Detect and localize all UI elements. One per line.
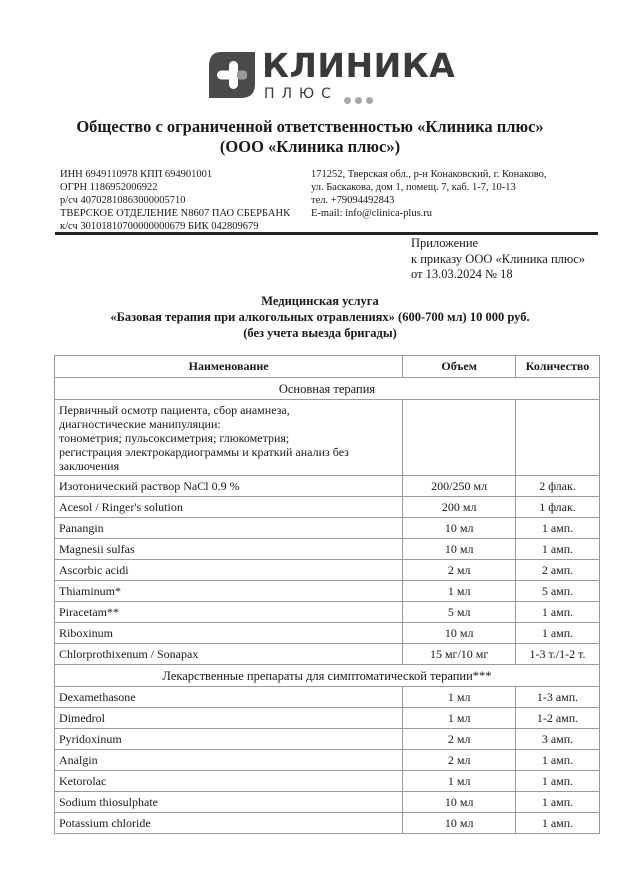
table-row (55, 644, 600, 665)
section-title: Лекарственные препараты для симптоматической терапии*** (55, 665, 600, 687)
item-name: Ascorbic acidi (55, 560, 403, 581)
item-name: Dimedrol (55, 708, 403, 729)
section-row (55, 378, 600, 400)
table-row (55, 771, 600, 792)
item-quantity: 3 амп. (516, 729, 600, 750)
service-title-price: «Базовая терапия при алкогольных отравлениях» (600-700 мл) 10 000 руб. (110, 310, 530, 324)
column-header-volume: Объем (403, 356, 516, 378)
address-line: ул. Баскакова, дом 1, помещ. 7, каб. 1-7, 10-13 (311, 182, 516, 193)
table-row (55, 729, 600, 750)
intro-line: тонометрия; пульсоксиметрия; глюкометрия; (59, 431, 290, 445)
plus-leaf-icon (207, 50, 257, 100)
logo-wordmark: КЛИНИКА (262, 46, 456, 85)
item-name: Panangin (55, 518, 403, 539)
item-volume: 10 мл (403, 518, 516, 539)
item-volume: 2 мл (403, 729, 516, 750)
table-row (55, 497, 600, 518)
address-line: 171252, Тверская обл., р-н Конаковский, г. Конаково, (311, 169, 547, 180)
appendix-line: от 13.03.2024 № 18 (411, 267, 513, 281)
contact-requisites (311, 168, 547, 220)
intro-cell (55, 400, 403, 476)
item-quantity: 1 амп. (516, 518, 600, 539)
item-volume: 1 мл (403, 708, 516, 729)
item-quantity: 1 амп. (516, 539, 600, 560)
item-volume: 2 мл (403, 750, 516, 771)
intro-line: диагностические манипуляции: (59, 417, 221, 431)
item-name: Sodium thiosulphate (55, 792, 403, 813)
clinic-logo (207, 46, 456, 105)
bank-requisites (60, 168, 290, 233)
intro-line: регистрация электрокардиограммы и краткий анализ без (59, 445, 349, 459)
item-name: Dexamethasone (55, 687, 403, 708)
item-name: Analgin (55, 750, 403, 771)
item-quantity: 1-3 амп. (516, 687, 600, 708)
requisite-line: ОГРН 1186952006922 (60, 182, 158, 193)
table-row (55, 400, 600, 476)
service-note: (без учета выезда бригады) (243, 326, 397, 340)
table-row (55, 708, 600, 729)
quantity-cell (516, 400, 600, 476)
items-table (54, 355, 600, 834)
item-volume: 10 мл (403, 813, 516, 834)
org-short-name: (ООО «Клиника плюс») (219, 137, 401, 156)
item-volume: 2 мл (403, 560, 516, 581)
item-quantity: 1 амп. (516, 792, 600, 813)
appendix-note (411, 236, 585, 283)
item-name: Ketorolac (55, 771, 403, 792)
item-name: Piracetam** (55, 602, 403, 623)
item-quantity: 1 амп. (516, 750, 600, 771)
item-name: Magnesii sulfas (55, 539, 403, 560)
item-volume: 5 мл (403, 602, 516, 623)
appendix-line: к приказу ООО «Клиника плюс» (411, 251, 586, 266)
item-volume: 10 мл (403, 539, 516, 560)
section-row (55, 665, 600, 687)
item-name: Chlorprothixenum / Sonapax (55, 644, 403, 665)
table-row (55, 623, 600, 644)
phone-line: тел. +79094492843 (311, 195, 395, 206)
item-volume: 10 мл (403, 792, 516, 813)
service-heading: Медицинская услуга (261, 294, 379, 308)
item-volume: 200 мл (403, 497, 516, 518)
item-quantity: 1 амп. (516, 771, 600, 792)
item-volume: 10 мл (403, 623, 516, 644)
column-header-quantity: Количество (516, 356, 600, 378)
section-title: Основная терапия (55, 378, 600, 400)
item-quantity: 1 флак. (516, 497, 600, 518)
requisite-line: к/сч 30101810700000000679 БИК 042809679 (60, 221, 259, 232)
table-row (55, 560, 600, 581)
intro-line: заключения (59, 459, 120, 473)
item-name: Pyridoxinum (55, 729, 403, 750)
item-name: Acesol / Ringer's solution (55, 497, 403, 518)
table-row (55, 518, 600, 539)
table-row (55, 750, 600, 771)
table-row (55, 792, 600, 813)
appendix-line: Приложение (411, 236, 479, 250)
item-name: Изотонический раствор NaCl 0.9 % (55, 476, 403, 497)
item-quantity: 1-2 амп. (516, 708, 600, 729)
table-row (55, 687, 600, 708)
table-row (55, 813, 600, 834)
item-quantity: 1 амп. (516, 813, 600, 834)
item-volume: 1 мл (403, 581, 516, 602)
requisite-line: р/сч 40702810863000005710 (60, 195, 186, 206)
requisite-line: ТВЕРСКОЕ ОТДЕЛЕНИЕ N8607 ПАО СБЕРБАНК (60, 208, 291, 219)
intro-line: Первичный осмотр пациента, сбор анамнеза, (59, 403, 290, 417)
table-row (55, 602, 600, 623)
email-line: E-mail: info@clinica-plus.ru (311, 208, 433, 219)
item-volume: 1 мл (403, 771, 516, 792)
item-name: Thiaminum* (55, 581, 403, 602)
item-volume: 200/250 мл (403, 476, 516, 497)
item-volume: 15 мг/10 мг (403, 644, 516, 665)
logo-dots (344, 91, 377, 109)
item-quantity: 2 флак. (516, 476, 600, 497)
item-quantity: 1 амп. (516, 602, 600, 623)
table-row (55, 581, 600, 602)
volume-cell (403, 400, 516, 476)
table-row (55, 476, 600, 497)
table-header-row (55, 356, 600, 378)
item-name: Potassium chloride (55, 813, 403, 834)
item-quantity: 1-3 т./1-2 т. (516, 644, 600, 665)
logo-subtitle: ПЛЮС (264, 86, 338, 102)
item-quantity: 1 амп. (516, 623, 600, 644)
item-name: Riboxinum (55, 623, 403, 644)
header-divider (55, 232, 598, 235)
org-full-name: Общество с ограниченной ответственностью «Клиника плюс» (76, 117, 544, 136)
item-volume: 1 мл (403, 687, 516, 708)
column-header-name: Наименование (55, 356, 403, 378)
item-quantity: 2 амп. (516, 560, 600, 581)
item-quantity: 5 амп. (516, 581, 600, 602)
requisite-line: ИНН 6949110978 КПП 694901001 (60, 169, 213, 180)
table-row (55, 539, 600, 560)
